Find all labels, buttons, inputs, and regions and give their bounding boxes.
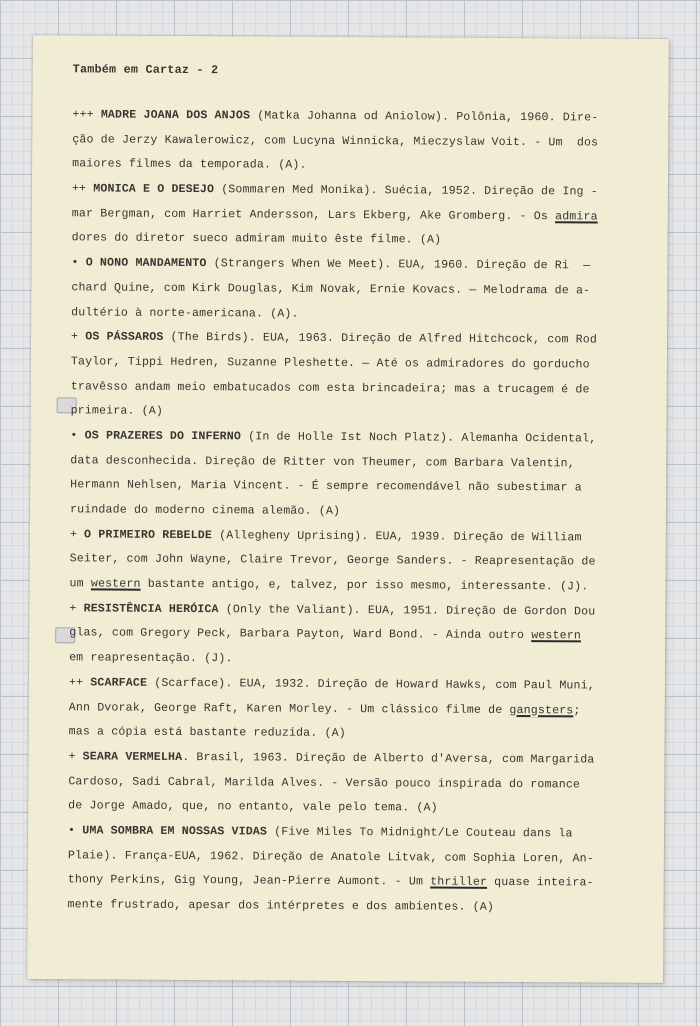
text-run: mar Bergman, com Harriet Andersson, Lars Ekberg, Ake Gromberg. - Os bbox=[71, 207, 556, 224]
text-run: de Jorge Amado, que, no entanto, vale pelo tema. (A) bbox=[68, 799, 438, 815]
text-line bbox=[71, 301, 631, 329]
underlined-word: western bbox=[90, 577, 141, 591]
text-line bbox=[72, 177, 632, 205]
text-run: glas, com Gregory Peck, Barbara Payton, Ward Bond. - Ainda outro bbox=[69, 626, 532, 643]
text-run: (Allegheny Uprising). EUA, 1939. Direção de William bbox=[211, 528, 582, 545]
text-line bbox=[70, 548, 630, 576]
text-line bbox=[70, 498, 630, 526]
text-run: + bbox=[69, 602, 84, 616]
underlined-word: gangsters bbox=[509, 703, 574, 717]
text-run: Seiter, com John Wayne, Claire Trevor, George Sanders. - Reapresentação de bbox=[69, 552, 596, 569]
text-run: . Brasil, 1963. Direção de Alberto d'Aversa, com Margarida bbox=[182, 750, 595, 767]
film-title: O PRIMEIRO REBELDE bbox=[84, 528, 213, 542]
text-run: Hermann Nehlsen, Maria Vincent. - É sempre recomendável não subestimar a bbox=[70, 478, 582, 495]
text-run: bastante antigo, e, talvez, por isso mesmo, interessante. (J). bbox=[140, 577, 589, 594]
text-run: + bbox=[69, 527, 85, 542]
text-run: dultério à norte-americana. (A). bbox=[71, 305, 299, 321]
text-run: • bbox=[67, 824, 83, 838]
text-line bbox=[70, 449, 630, 477]
page-header: Também em Cartaz - 2 bbox=[72, 62, 219, 78]
text-run: ++ bbox=[68, 676, 91, 690]
text-line bbox=[69, 572, 629, 600]
text-run: em reapresentação. (J). bbox=[69, 651, 233, 666]
text-run: mente frustrado, apesar dos intérpretes e dos ambientes. (A) bbox=[67, 898, 495, 914]
text-run: (Scarface). EUA, 1932. Direção de Howard Hawks, com Paul Muni, bbox=[147, 676, 595, 693]
text-run: mas a cópia está bastante reduzida. (A) bbox=[68, 725, 346, 741]
film-title: MADRE JOANA DOS ANJOS bbox=[100, 108, 251, 123]
text-line bbox=[72, 202, 632, 230]
text-run: + bbox=[71, 330, 86, 344]
film-title: O NONO MANDAMENTO bbox=[85, 256, 207, 271]
text-line bbox=[72, 128, 632, 156]
text-line bbox=[72, 103, 632, 131]
film-title: UMA SOMBRA EM NOSSAS VIDAS bbox=[82, 824, 268, 839]
text-line bbox=[70, 424, 630, 452]
text-line bbox=[68, 745, 628, 773]
text-run: • bbox=[71, 256, 86, 270]
film-title: SCARFACE bbox=[90, 676, 148, 690]
text-run: thony Perkins, Gig Young, Jean-Pierre Aumont. - Um bbox=[67, 873, 431, 889]
text-run: ; bbox=[573, 703, 581, 717]
text-line bbox=[71, 400, 631, 428]
text-line bbox=[68, 795, 628, 823]
text-run: ruindade do moderno cinema alemão. (A) bbox=[69, 503, 341, 518]
text-run: • bbox=[70, 429, 85, 443]
text-line bbox=[67, 893, 627, 921]
text-run: dores do diretor sueco admiram muito êste filme. (A) bbox=[71, 231, 442, 248]
text-run: (Only the Valiant). EUA, 1951. Direção de Gordon Dou bbox=[218, 602, 596, 619]
text-line bbox=[68, 770, 628, 798]
underlined-word: admira bbox=[555, 210, 598, 224]
text-line bbox=[71, 350, 631, 378]
text-run: maiores filmes da temporada. (A). bbox=[72, 157, 307, 173]
text-line bbox=[69, 597, 629, 625]
text-run: chard Quine, com Kirk Douglas, Kim Novak, Ernie Kovacs. — Melodrama de a- bbox=[71, 281, 591, 298]
text-line bbox=[72, 153, 632, 181]
text-run: travêsso andam meio embatucados com esta brincadeira; mas a trucagem é de bbox=[70, 379, 590, 397]
text-run: +++ bbox=[72, 108, 101, 122]
text-run: ção de Jerzy Kawalerowicz, com Lucyna Winnicka, Mieczyslaw Voit. - Um dos bbox=[72, 132, 599, 150]
text-run: (Five Miles To Midnight/Le Couteau dans la bbox=[267, 825, 573, 841]
text-line bbox=[69, 720, 629, 748]
text-line bbox=[71, 251, 631, 279]
text-line bbox=[70, 474, 630, 502]
typed-text-body bbox=[67, 103, 632, 921]
text-line bbox=[69, 622, 629, 650]
text-line bbox=[69, 696, 629, 724]
film-title: SEARA VERMELHA bbox=[82, 750, 183, 764]
underlined-word: western bbox=[531, 629, 582, 643]
text-run: (The Birds). EUA, 1963. Direção de Alfred Hitchcock, com Rod bbox=[163, 331, 598, 347]
text-line bbox=[71, 276, 631, 304]
underlined-word: thriller bbox=[430, 875, 488, 890]
text-run: Ann Dvorak, George Raft, Karen Morley. - Um clássico filme de bbox=[68, 700, 510, 717]
film-title: MONICA E O DESEJO bbox=[93, 182, 215, 197]
text-line bbox=[71, 375, 631, 403]
text-run: Taylor, Tippi Hedren, Suzanne Pleshette. — Até os admiradores do gorducho bbox=[70, 355, 590, 372]
typed-page bbox=[27, 35, 669, 983]
text-line bbox=[68, 844, 628, 872]
text-run: (Sommaren Med Monika). Suécia, 1952. Direção de Ing - bbox=[214, 183, 598, 199]
text-line bbox=[69, 646, 629, 674]
text-run: primeira. (A) bbox=[70, 404, 164, 419]
film-title: RESISTÊNCIA HERÓICA bbox=[83, 602, 219, 616]
text-run: (In de Holle Ist Noch Platz). Alemanha Ocidental, bbox=[240, 430, 597, 446]
text-line bbox=[71, 325, 631, 353]
film-title: OS PÁSSAROS bbox=[85, 330, 164, 345]
text-line bbox=[72, 227, 632, 255]
text-line bbox=[70, 523, 630, 551]
text-run: ++ bbox=[71, 182, 94, 196]
text-run: quase inteira- bbox=[487, 876, 594, 890]
text-line bbox=[69, 671, 629, 699]
text-run: + bbox=[68, 750, 83, 764]
film-title: OS PRAZERES DO INFERNO bbox=[84, 429, 242, 444]
text-run: data desconhecida. Direção de Ritter von Theumer, com Barbara Valentin, bbox=[70, 453, 575, 471]
text-run: Plaie). França-EUA, 1962. Direção de Anatole Litvak, com Sophia Loren, An- bbox=[67, 848, 594, 866]
text-run: (Matka Johanna od Aniolow). Polônia, 1960. Dire- bbox=[250, 109, 599, 125]
text-run: (Strangers When We Meet). EUA, 1960. Direção de Ri — bbox=[206, 257, 591, 273]
text-line bbox=[68, 869, 628, 897]
text-run: Cardoso, Sadi Cabral, Marilda Alves. - Versão pouco inspirada do romance bbox=[68, 774, 581, 791]
text-line bbox=[68, 819, 628, 847]
text-run: um bbox=[69, 577, 91, 591]
